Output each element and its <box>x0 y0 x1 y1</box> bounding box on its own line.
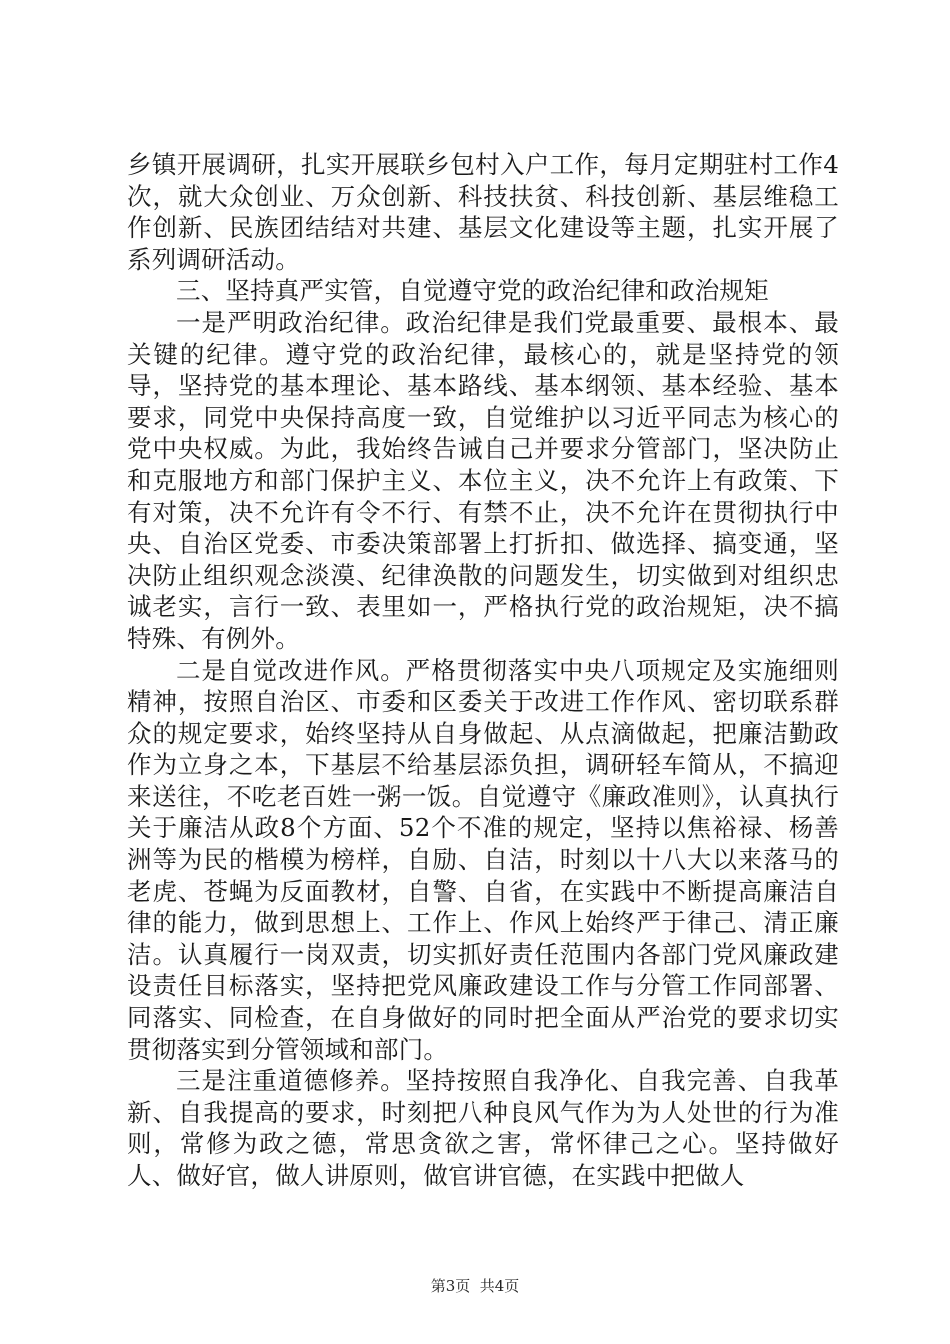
paragraph-work-style: 二是自觉改进作风。严格贯彻落实中央八项规定及实施细则精神，按照自治区、市委和区委关于改进工作作风、密切联系群众的规定要求，始终坚持从自身做起、从点滴做起，把廉洁勤政作为立身之本，下基层不给基层添负担，调研轻车简从，不搞迎来送往，不吃老百姓一粥一饭。自觉遵守《廉政准则》，认真执行关于廉洁从政8个方面、52个不准的规定，坚持以焦裕禄、杨善洲等为民的楷模为榜样，自励、自洁，时刻以十八大以来落马的老虎、苍蝇为反面教材，自警、自省，在实践中不断提高廉洁自律的能力，做到思想上、工作上、作风上始终严于律己、清正廉洁。认真履行一岗双责，切实抓好责任范围内各部门党风廉政建设责任目标落实，坚持把党风廉政建设工作与分管工作同部署、同落实、同检查，在自身做好的同时把全面从严治党的要求切实贯彻落实到分管领域和部门。 <box>127 655 839 1064</box>
document-body <box>127 149 839 1192</box>
paragraph-moral-cultivation: 三是注重道德修养。坚持按照自我净化、自我完善、自我革新、自我提高的要求，时刻把八种良风气作为为人处世的行为准则，常修为政之德，常思贪欲之害，常怀律己之心。坚持做好人、做好官，做人讲原则，做官讲官德，在实践中把做人 <box>127 1066 839 1190</box>
paragraph-continued: 乡镇开展调研，扎实开展联乡包村入户工作，每月定期驻村工作4次，就大众创业、万众创新、科技扶贫、科技创新、基层维稳工作创新、民族团结结对共建、基层文化建设等主题，扎实开展了系列调研活动。 <box>127 150 839 274</box>
page-footer <box>0 1277 950 1295</box>
section-heading: 三、坚持真严实管，自觉遵守党的政治纪律和政治规矩 <box>176 276 769 306</box>
paragraph-political-discipline: 一是严明政治纪律。政治纪律是我们党最重要、最根本、最关键的纪律。遵守党的政治纪律，最核心的，就是坚持党的领导，坚持党的基本理论、基本路线、基本纲领、基本经验、基本要求，同党中央保持高度一致，自觉维护以习近平同志为核心的党中央权威。为此，我始终告诫自己并要求分管部门，坚决防止和克服地方和部门保护主义、本位主义，决不允许上有政策、下有对策，决不允许有令不行、有禁不止，决不允许在贯彻执行中央、自治区党委、市委决策部署上打折扣、做选择、搞变通，坚决防止组织观念淡漠、纪律涣散的问题发生，切实做到对组织忠诚老实，言行一致、表里如一，严格执行党的政治规矩，决不搞特殊、有例外。 <box>127 307 839 653</box>
page-number-label: 第3页 共4页 <box>430 1277 520 1295</box>
